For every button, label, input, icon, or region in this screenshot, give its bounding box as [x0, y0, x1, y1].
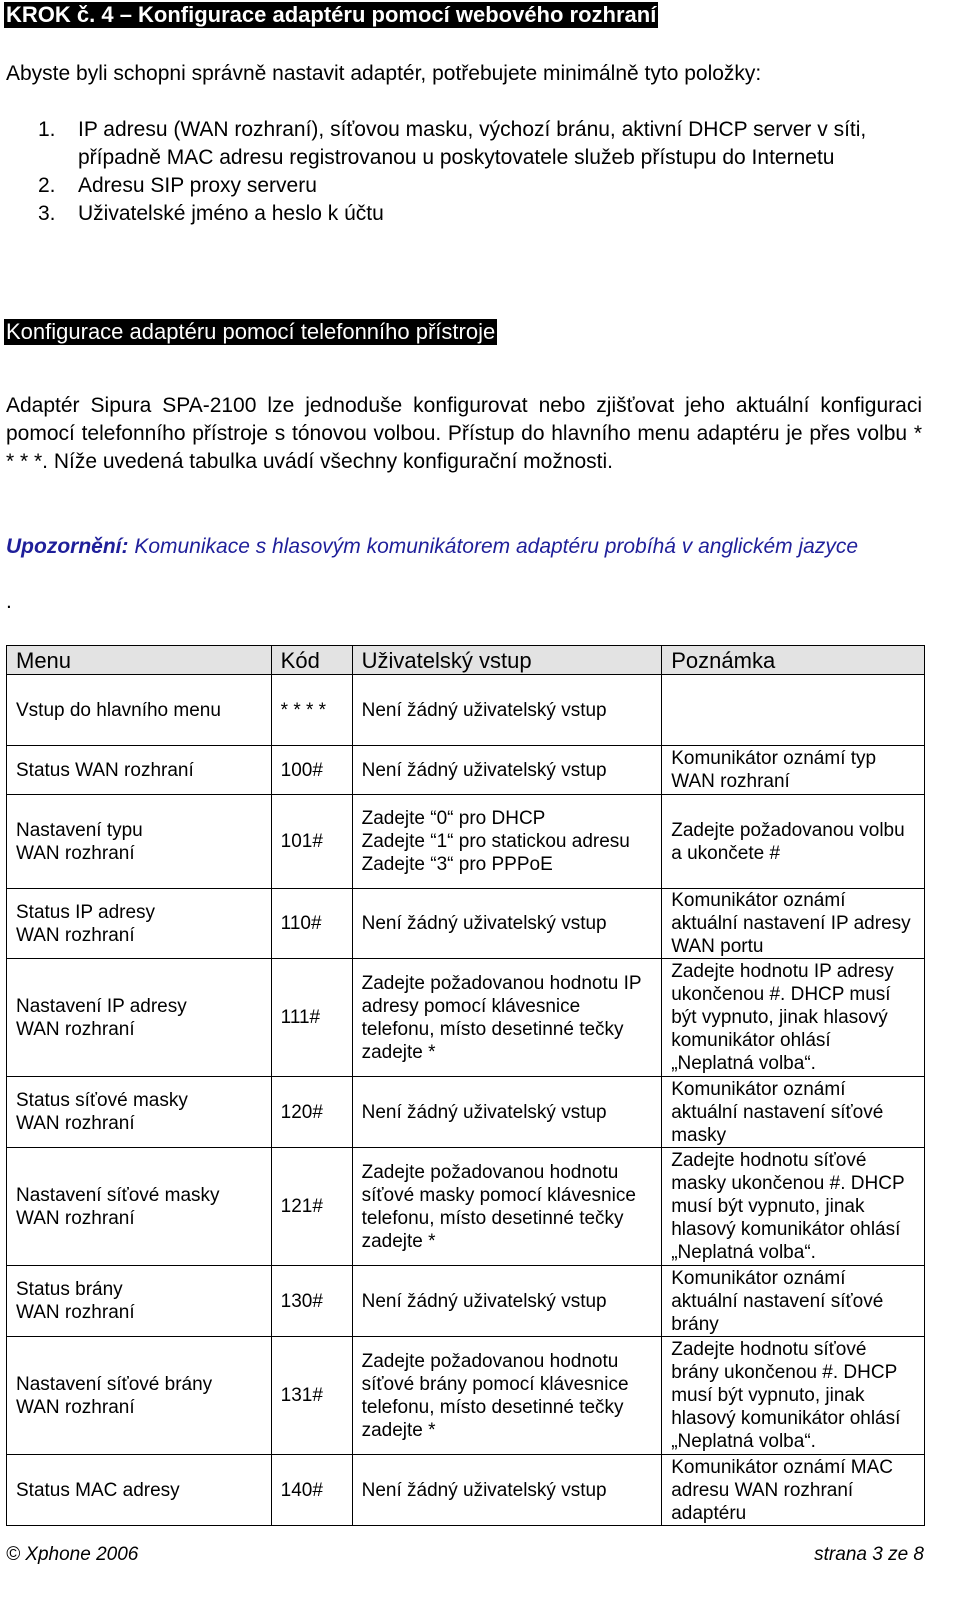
note-cell: Zadejte hodnotu síťové masky ukončenou #. DHCP musí být vypnuto, jinak hlasový komunikátor ohlásí „Neplatná volba“.: [662, 1148, 925, 1266]
list-item: [38, 116, 888, 172]
list-number: 1.: [38, 118, 56, 141]
header-note: Poznámka: [662, 646, 925, 675]
stray-dot: .: [6, 590, 12, 613]
header-code: Kód: [271, 646, 352, 675]
note-cell: Zadejte požadovanou volbu a ukončete #: [662, 795, 925, 889]
code-cell: 130#: [271, 1266, 352, 1337]
table-body: [7, 675, 925, 1526]
section-heading: Konfigurace adaptéru pomocí telefonního přístroje: [6, 319, 496, 344]
input-cell: Není žádný uživatelský vstup: [352, 889, 662, 959]
input-cell: Zadejte požadovanou hodnotu síťové brány pomocí klávesnice telefonu, místo desetinné tečky zadejte *: [352, 1337, 662, 1455]
warning-text: Komunikace s hlasovým komunikátorem adaptéru probíhá v anglickém jazyce: [128, 535, 858, 558]
table-row: [7, 1455, 925, 1526]
code-cell: 100#: [271, 746, 352, 795]
warning-label: Upozornění:: [6, 535, 129, 558]
note-cell: [662, 675, 925, 746]
menu-cell: Nastavení IP adresy WAN rozhraní: [7, 959, 272, 1077]
menu-cell: Nastavení síťové brány WAN rozhraní: [7, 1337, 272, 1455]
step-heading: KROK č. 4 – Konfigurace adaptéru pomocí webového rozhraní: [6, 2, 657, 27]
note-cell: Komunikátor oznámí typ WAN rozhraní: [662, 746, 925, 795]
note-cell: Komunikátor oznámí MAC adresu WAN rozhraní adaptéru: [662, 1455, 925, 1526]
code-cell: 131#: [271, 1337, 352, 1455]
menu-table: [6, 645, 925, 1526]
note-cell: Komunikátor oznámí aktuální nastavení síťové masky: [662, 1077, 925, 1148]
header-menu: Menu: [7, 646, 272, 675]
code-cell: * * * *: [271, 675, 352, 746]
note-cell: Zadejte hodnotu síťové brány ukončenou #. DHCP musí být vypnuto, jinak hlasový komunikátor ohlásí „Neplatná volba“.: [662, 1337, 925, 1455]
menu-cell: Status MAC adresy: [7, 1455, 272, 1526]
menu-cell: Status WAN rozhraní: [7, 746, 272, 795]
input-cell: Zadejte požadovanou hodnotu IP adresy pomocí klávesnice telefonu, místo desetinné tečky zadejte *: [352, 959, 662, 1077]
menu-cell: Status síťové masky WAN rozhraní: [7, 1077, 272, 1148]
list-item-text: Uživatelské jméno a heslo k účtu: [78, 202, 384, 225]
warning-note: [6, 533, 922, 561]
menu-cell: Vstup do hlavního menu: [7, 675, 272, 746]
menu-cell: Status IP adresy WAN rozhraní: [7, 889, 272, 959]
list-item-text: IP adresu (WAN rozhraní), síťovou masku, výchozí bránu, aktivní DHCP server v síti, případně MAC adresu registrovanou u poskytovatele služeb přístupu do Internetu: [78, 118, 867, 169]
input-cell: Není žádný uživatelský vstup: [352, 675, 662, 746]
code-cell: 101#: [271, 795, 352, 889]
input-cell: Není žádný uživatelský vstup: [352, 1077, 662, 1148]
table-header-row: [7, 646, 925, 675]
header-input: Uživatelský vstup: [352, 646, 662, 675]
footer-page-number: strana 3 ze 8: [814, 1544, 924, 1565]
input-cell: Není žádný uživatelský vstup: [352, 1455, 662, 1526]
intro-text: Abyste byli schopni správně nastavit adaptér, potřebujete minimálně tyto položky:: [6, 62, 762, 85]
table-row: [7, 889, 925, 959]
note-cell: Komunikátor oznámí aktuální nastavení IP adresy WAN portu: [662, 889, 925, 959]
table-row: [7, 746, 925, 795]
input-cell: Není žádný uživatelský vstup: [352, 1266, 662, 1337]
note-cell: Zadejte hodnotu IP adresy ukončenou #. DHCP musí být vypnuto, jinak hlasový komunikátor ohlásí „Neplatná volba“.: [662, 959, 925, 1077]
note-cell: Komunikátor oznámí aktuální nastavení síťové brány: [662, 1266, 925, 1337]
menu-cell: Nastavení typu WAN rozhraní: [7, 795, 272, 889]
code-cell: 110#: [271, 889, 352, 959]
table-row: [7, 795, 925, 889]
description-paragraph: Adaptér Sipura SPA-2100 lze jednoduše konfigurovat nebo zjišťovat jeho aktuální konfiguraci pomocí telefonního přístroje s tónovou volbou. Přístup do hlavního menu adaptéru je přes volbu * * * *. Níže uvedená tabulka uvádí všechny konfigurační možnosti.: [6, 394, 922, 473]
table-row: [7, 959, 925, 1077]
list-number: 3.: [38, 202, 56, 225]
footer-copyright: © Xphone 2006: [6, 1544, 139, 1565]
list-item-text: Adresu SIP proxy serveru: [78, 174, 317, 197]
input-cell: Zadejte “0“ pro DHCP Zadejte “1“ pro statickou adresu Zadejte “3“ pro PPPoE: [352, 795, 662, 889]
table-row: [7, 1148, 925, 1266]
code-cell: 121#: [271, 1148, 352, 1266]
list-number: 2.: [38, 174, 56, 197]
input-cell: Není žádný uživatelský vstup: [352, 746, 662, 795]
table-row: [7, 675, 925, 746]
list-item: [38, 172, 888, 200]
table-row: [7, 1266, 925, 1337]
menu-cell: Nastavení síťové masky WAN rozhraní: [7, 1148, 272, 1266]
requirements-list: [38, 116, 888, 228]
input-cell: Zadejte požadovanou hodnotu síťové masky pomocí klávesnice telefonu, místo desetinné tečky zadejte *: [352, 1148, 662, 1266]
menu-cell: Status brány WAN rozhraní: [7, 1266, 272, 1337]
table-row: [7, 1337, 925, 1455]
code-cell: 140#: [271, 1455, 352, 1526]
code-cell: 120#: [271, 1077, 352, 1148]
code-cell: 111#: [271, 959, 352, 1077]
list-item: [38, 200, 888, 228]
table-row: [7, 1077, 925, 1148]
